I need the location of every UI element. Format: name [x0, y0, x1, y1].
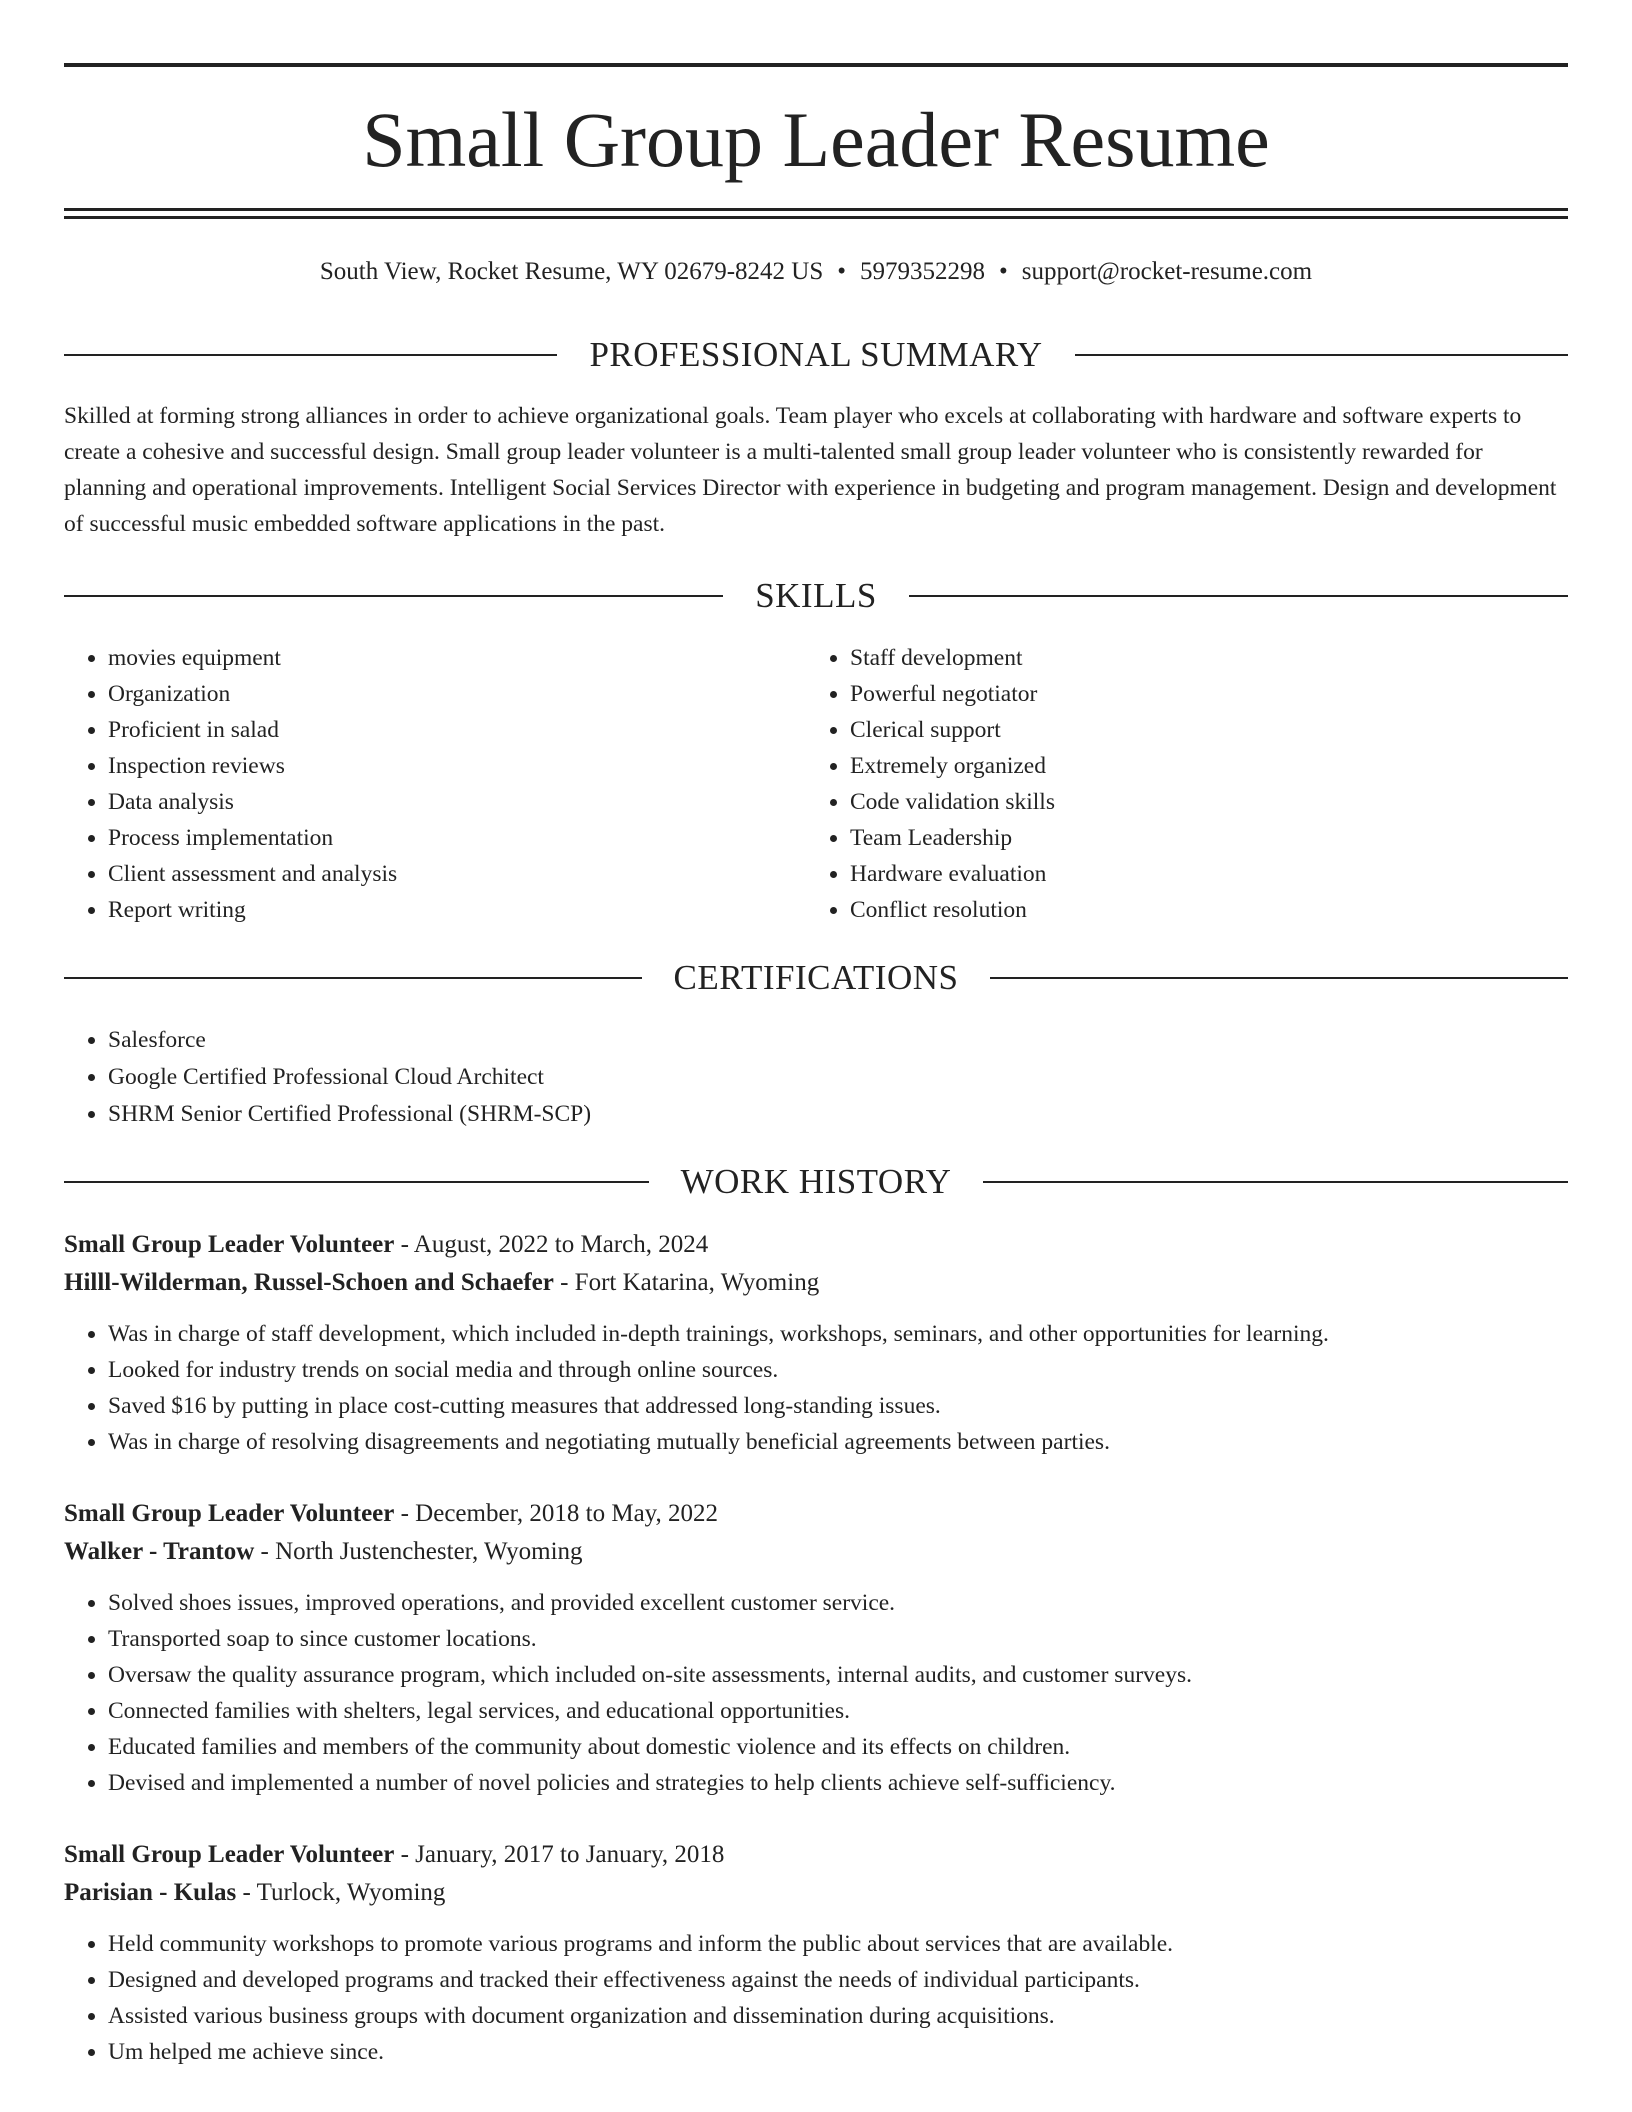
job-bullet: • Was in charge of staff development, which included in-depth trainings, workshops, seminars, and other opportunities for learning.: [108, 1316, 1568, 1352]
contact-line: [64, 254, 1568, 290]
job-bullet: • Connected families with shelters, legal services, and educational opportunities.: [108, 1693, 1568, 1729]
heading-rule: [64, 1181, 649, 1183]
contact-phone: 5979352298: [860, 258, 986, 285]
job-location: - Fort Katarina, Wyoming: [553, 1269, 820, 1296]
job-bullet: • Educated families and members of the community about domestic violence and its effects on children.: [108, 1729, 1568, 1765]
job-title: Small Group Leader Volunteer: [64, 1841, 395, 1868]
certifications-list: [64, 1022, 1612, 1133]
heading-rule: [64, 977, 642, 979]
certification-item: • Salesforce: [108, 1022, 1612, 1059]
job-bullet: • Um helped me achieve since.: [108, 2034, 1568, 2070]
heading-rule: [909, 595, 1568, 597]
work-history-heading: [64, 1160, 1568, 1204]
skill-item: • Code validation skills: [850, 784, 1590, 820]
skill-item: • Client assessment and analysis: [108, 856, 848, 892]
title-rule-lower: [64, 216, 1568, 219]
job-location: - North Justenchester, Wyoming: [254, 1538, 583, 1565]
heading-rule: [990, 977, 1568, 979]
job-bullet: • Was in charge of resolving disagreements and negotiating mutually beneficial agreements between parties.: [108, 1424, 1568, 1460]
heading-rule: [64, 354, 557, 356]
job-entry: [64, 1836, 1568, 2070]
contact-separator: •: [999, 258, 1008, 285]
job-company-line: [64, 1874, 1568, 1912]
job-entry: [64, 1495, 1568, 1801]
job-bullets: [64, 1926, 1568, 2070]
job-bullet: • Held community workshops to promote various programs and inform the public about services that are available.: [108, 1926, 1568, 1962]
skills-list-right: [806, 640, 1590, 928]
job-bullet: • Oversaw the quality assurance program, which included on-site assessments, internal audits, and customer surveys.: [108, 1657, 1568, 1693]
job-company-line: [64, 1264, 1568, 1302]
job-title-line: [64, 1495, 1568, 1533]
skills-list-left: [64, 640, 848, 928]
job-bullet: • Assisted various business groups with document organization and dissemination during acquisitions.: [108, 1998, 1568, 2034]
job-title: Small Group Leader Volunteer: [64, 1500, 395, 1527]
job-bullet: • Solved shoes issues, improved operations, and provided excellent customer service.: [108, 1585, 1568, 1621]
certification-item: • SHRM Senior Certified Professional (SHRM-SCP): [108, 1096, 1612, 1133]
job-bullet: • Devised and implemented a number of novel policies and strategies to help clients achieve self-sufficiency.: [108, 1765, 1568, 1801]
job-company: Parisian - Kulas: [64, 1879, 237, 1906]
job-company-line: [64, 1533, 1568, 1571]
heading-rule: [64, 595, 723, 597]
skill-item: • Inspection reviews: [108, 748, 848, 784]
job-dates: - January, 2017 to January, 2018: [394, 1841, 725, 1868]
skill-item: • Extremely organized: [850, 748, 1590, 784]
job-title: Small Group Leader Volunteer: [64, 1231, 395, 1258]
contact-email: support@rocket-resume.com: [1021, 258, 1313, 285]
job-bullets: [64, 1585, 1568, 1801]
job-company: Hilll-Wilderman, Russel-Schoen and Schaefer: [64, 1269, 554, 1296]
skill-item: • Hardware evaluation: [850, 856, 1590, 892]
job-title-line: [64, 1226, 1568, 1264]
skill-item: • Clerical support: [850, 712, 1590, 748]
skills-heading: [64, 574, 1568, 618]
skill-item: • Report writing: [108, 892, 848, 928]
skill-item: • Powerful negotiator: [850, 676, 1590, 712]
job-bullet: • Saved $16 by putting in place cost-cutting measures that addressed long-standing issues.: [108, 1388, 1568, 1424]
certifications-heading: [64, 956, 1568, 1000]
summary-heading: [64, 333, 1568, 377]
top-rule: [64, 63, 1568, 67]
skill-item: • Conflict resolution: [850, 892, 1590, 928]
job-bullet: • Designed and developed programs and tracked their effectiveness against the needs of individual participants.: [108, 1962, 1568, 1998]
certifications-heading-text: CERTIFICATIONS: [673, 958, 959, 997]
skill-item: • Data analysis: [108, 784, 848, 820]
job-title-line: [64, 1836, 1568, 1874]
work-history-heading-text: WORK HISTORY: [680, 1162, 952, 1201]
skill-item: • Staff development: [850, 640, 1590, 676]
page-title: Small Group Leader Resume: [362, 96, 1270, 183]
certification-item: • Google Certified Professional Cloud Architect: [108, 1059, 1612, 1096]
job-bullet: • Transported soap to since customer locations.: [108, 1621, 1568, 1657]
skill-item: • Proficient in salad: [108, 712, 848, 748]
heading-rule: [983, 1181, 1568, 1183]
job-dates: - December, 2018 to May, 2022: [394, 1500, 719, 1527]
skills-heading-text: SKILLS: [755, 576, 877, 615]
contact-address: South View, Rocket Resume, WY 02679-8242 US: [319, 258, 824, 285]
job-bullet: • Looked for industry trends on social media and through online sources.: [108, 1352, 1568, 1388]
skill-item: • Organization: [108, 676, 848, 712]
summary-heading-text: PROFESSIONAL SUMMARY: [589, 335, 1043, 374]
summary-text: Skilled at forming strong alliances in order to achieve organizational goals. Team player who excels at collaborating with hardware and software experts to create a cohesive and successful design. Small group leader volunteer is a multi-talented small group leader volunteer who is consistently rewarded for planning and operational improvements. Intelligent Social Services Director with experience in budgeting and program management. Design and development of successful music embedded software applications in the past.: [64, 403, 1557, 537]
job-company: Walker - Trantow: [64, 1538, 255, 1565]
skill-item: • Team Leadership: [850, 820, 1590, 856]
skill-item: • movies equipment: [108, 640, 848, 676]
heading-rule: [1075, 354, 1568, 356]
job-entry: [64, 1226, 1568, 1460]
job-dates: - August, 2022 to March, 2024: [394, 1231, 709, 1258]
contact-separator: •: [837, 258, 847, 285]
job-location: - Turlock, Wyoming: [236, 1879, 446, 1906]
job-bullets: [64, 1316, 1568, 1460]
skill-item: • Process implementation: [108, 820, 848, 856]
title-rule-upper: [64, 208, 1568, 211]
